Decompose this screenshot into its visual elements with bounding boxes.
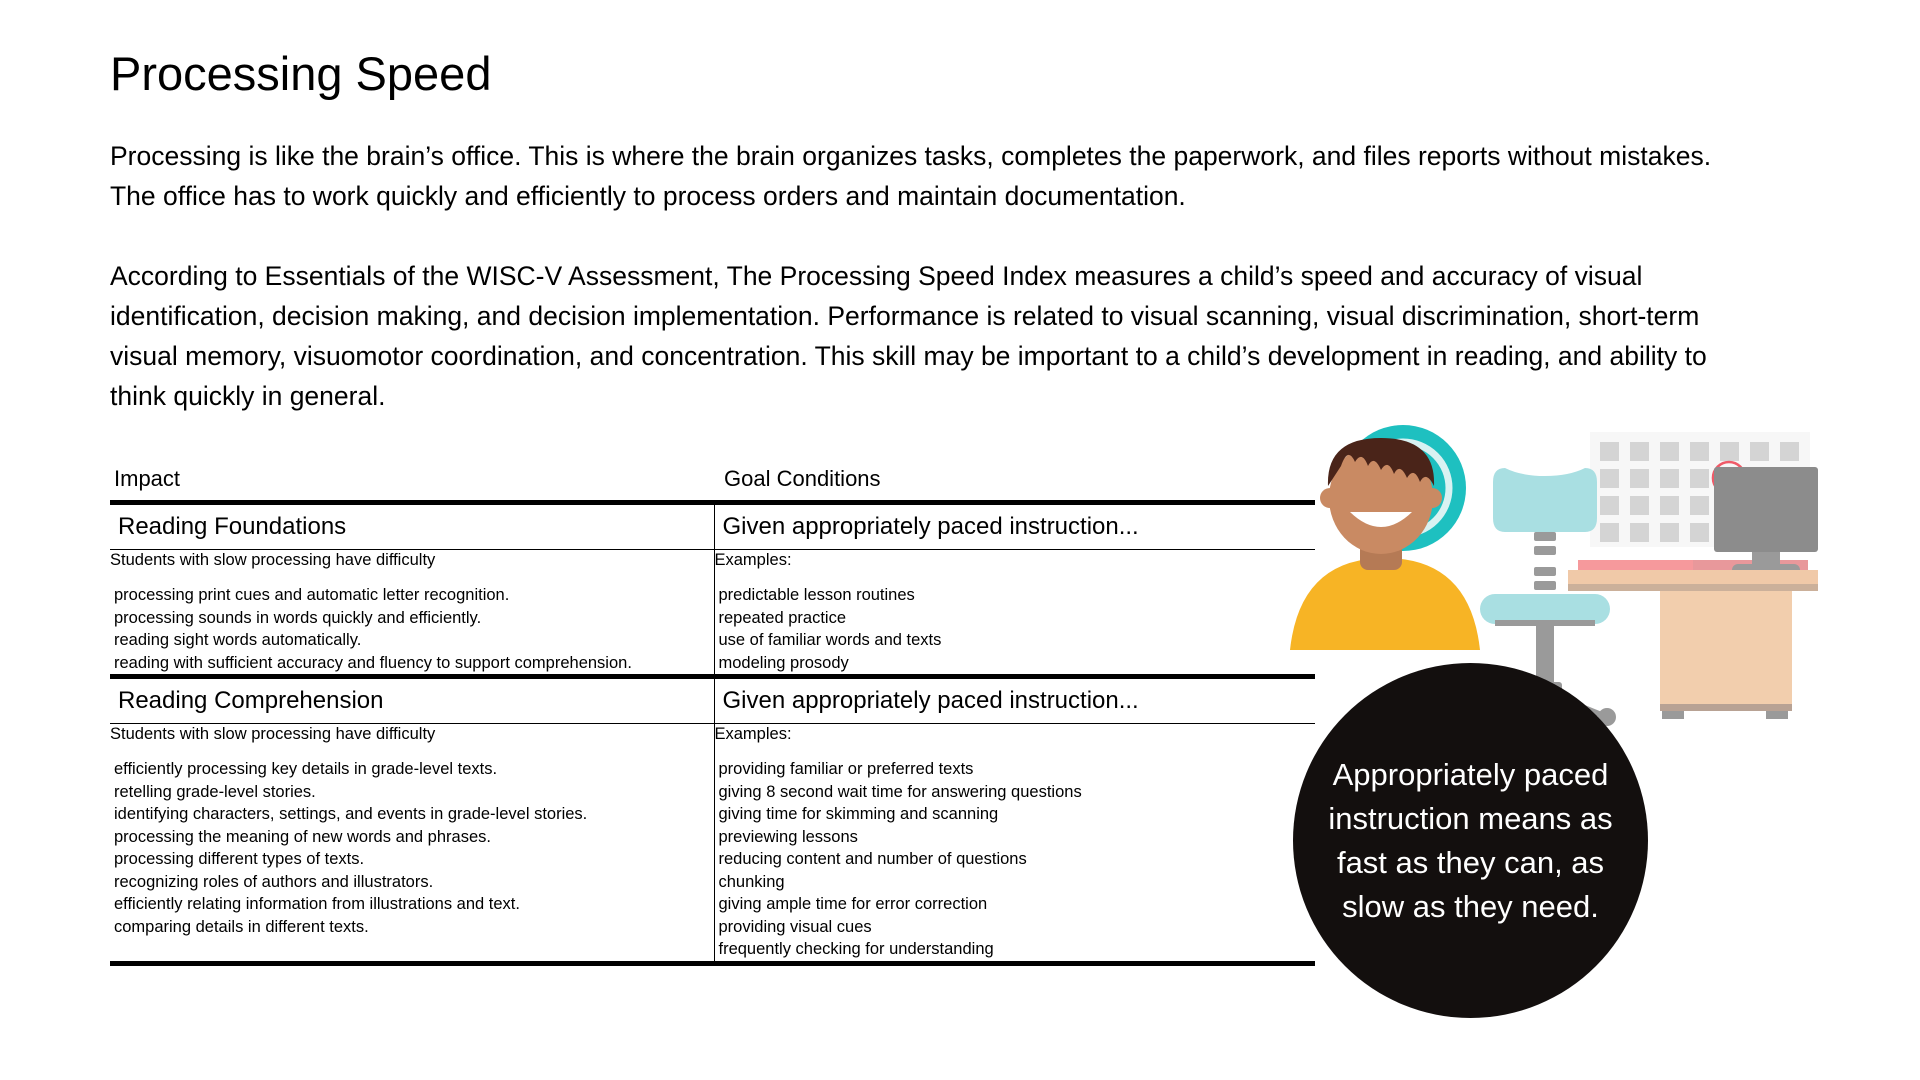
- row-2-impact-title-cell: [110, 677, 714, 724]
- row-1-impact-title: Reading Foundations: [118, 513, 347, 540]
- table: [110, 500, 1315, 966]
- list-item: giving time for skimming and scanning: [718, 805, 999, 823]
- list-item: processing print cues and automatic letter recognition.: [114, 586, 510, 604]
- paragraph-1: Processing is like the brain’s office. This is where the brain organizes tasks, completes the paperwork, and files reports without mistakes. The office has to work quickly and efficiently to process orders and maintain documentation.: [110, 141, 1712, 211]
- row-1-goal-list: [715, 584, 1316, 674]
- row-1-goal-title-cell: [714, 503, 1315, 550]
- row-2-impact-content: [110, 724, 714, 964]
- row-1-goal-title: Given appropriately paced instruction...: [722, 513, 1139, 540]
- list-item: retelling grade-level stories.: [114, 782, 316, 801]
- row-2-goal-list: [715, 758, 1316, 961]
- list-item: giving 8 second wait time for answering questions: [718, 782, 1082, 801]
- list-item: providing familiar or preferred texts: [718, 760, 974, 778]
- list-item: predictable lesson routines: [718, 586, 915, 604]
- desk: [1568, 570, 1818, 719]
- list-item: use of familiar words and texts: [718, 631, 942, 649]
- row-2-impact-title: Reading Comprehension: [118, 687, 384, 714]
- row-2-impact-list: [110, 758, 714, 938]
- row-2-goal-content: [714, 724, 1315, 964]
- row-1-impact-title-cell: [110, 503, 714, 550]
- table-column-headers: [110, 466, 1315, 500]
- list-item: processing sounds in words quickly and efficiently.: [114, 608, 482, 627]
- row-1-impact-lead: Students with slow processing have difficulty: [110, 551, 436, 569]
- list-item: repeated practice: [718, 608, 846, 627]
- list-item: identifying characters, settings, and events in grade-level stories.: [114, 805, 588, 823]
- list-item: reading sight words automatically.: [114, 631, 362, 649]
- row-1-impact-list: [110, 584, 714, 674]
- list-item: processing the meaning of new words and phrases.: [114, 827, 491, 846]
- monitor-icon: [1714, 467, 1818, 570]
- list-item: modeling prosody: [718, 653, 849, 672]
- intro-text-block: [110, 136, 1750, 416]
- row-2-goal-title-cell: [714, 677, 1315, 724]
- impact-goal-table: [110, 466, 1315, 966]
- table-row: [110, 503, 1315, 550]
- list-item: recognizing roles of authors and illustrators.: [114, 872, 434, 891]
- list-item: frequently checking for understanding: [718, 940, 994, 958]
- list-item: chunking: [718, 872, 785, 891]
- list-item: giving ample time for error correction: [718, 895, 988, 913]
- column-header-impact: Impact: [114, 466, 181, 491]
- row-2-goal-title: Given appropriately paced instruction...: [722, 687, 1139, 714]
- row-2-impact-lead: Students with slow processing have difficulty: [110, 725, 436, 743]
- table-row: [110, 677, 1315, 724]
- page-title: Processing Speed: [110, 47, 492, 100]
- list-item: processing different types of texts.: [114, 850, 365, 868]
- callout-bubble: [1293, 663, 1648, 1018]
- row-1-impact-content: [110, 550, 714, 677]
- list-item: reducing content and number of questions: [718, 850, 1027, 868]
- row-1-goal-content: [714, 550, 1315, 677]
- table-row: [110, 724, 1315, 964]
- table-row: [110, 550, 1315, 677]
- row-2-goal-lead: Examples:: [714, 725, 792, 743]
- list-item: efficiently relating information from illustrations and text.: [114, 895, 520, 913]
- list-item: comparing details in different texts.: [114, 917, 369, 936]
- callout-text: Appropriately paced instruction means as fast as they can, as slow as they need.: [1328, 756, 1613, 924]
- column-header-goal-conditions: Goal Conditions: [724, 466, 881, 491]
- list-item: previewing lessons: [718, 827, 858, 846]
- list-item: providing visual cues: [718, 917, 872, 936]
- row-1-goal-lead: Examples:: [714, 551, 792, 569]
- list-item: efficiently processing key details in grade-level texts.: [114, 760, 498, 778]
- list-item: reading with sufficient accuracy and fluency to support comprehension.: [114, 653, 632, 672]
- paragraph-2: According to Essentials of the WISC-V Assessment, The Processing Speed Index measures a child’s speed and accuracy of visual identification, decision making, and decision implementation. Performance is related to visual scanning, visual discrimination, short-term visual memory, visuomotor coordination, and concentration. This skill may be important to a child’s development in reading, and ability to think quickly in general.: [110, 261, 1707, 411]
